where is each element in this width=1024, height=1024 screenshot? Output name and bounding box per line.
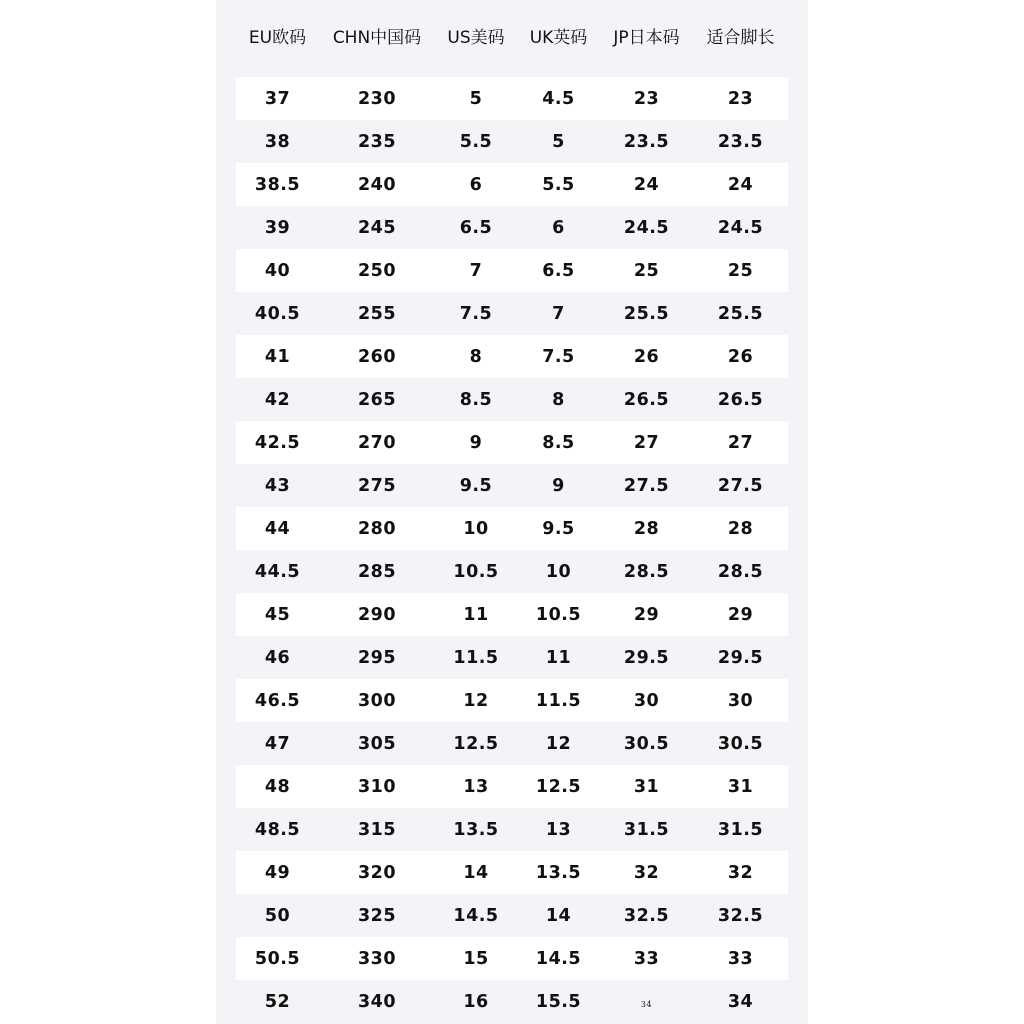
cell-chn: 320 <box>357 862 397 883</box>
cell-jp: 33 <box>633 948 660 969</box>
cell-chn: 295 <box>357 647 397 668</box>
table-row <box>236 980 788 1023</box>
cell-foot-length: 30 <box>727 690 754 711</box>
table-row <box>236 464 788 507</box>
cell-jp <box>600 992 693 1012</box>
cell-foot-length: 28.5 <box>717 561 764 582</box>
cell-eu: 40.5 <box>254 303 301 324</box>
cell-foot-length: 23 <box>727 88 754 109</box>
cell-eu: 42.5 <box>254 432 301 453</box>
table-row <box>236 593 788 636</box>
cell-chn: 280 <box>357 518 397 539</box>
cell-uk: 14.5 <box>535 948 582 969</box>
size-chart-sheet <box>216 0 808 1024</box>
cell-uk: 13.5 <box>535 862 582 883</box>
cell-us: 5.5 <box>459 131 493 152</box>
table-row <box>236 808 788 851</box>
table-row <box>236 550 788 593</box>
cell-us: 12 <box>463 690 489 711</box>
cell-eu: 50.5 <box>254 948 301 969</box>
cell-foot-length: 23.5 <box>717 131 764 152</box>
cell-us: 10.5 <box>453 561 499 582</box>
header-chn: CHN中国码 <box>332 28 422 48</box>
cell-jp: 27.5 <box>623 475 670 496</box>
cell-foot-length: 31 <box>727 776 754 797</box>
cell-jp: 23 <box>633 88 660 109</box>
cell-foot-length: 29 <box>727 604 754 625</box>
cell-us: 11.5 <box>453 647 499 668</box>
table-header <box>236 0 788 77</box>
table-row <box>236 507 788 550</box>
cell-eu: 46.5 <box>254 690 301 711</box>
cell-us: 6.5 <box>459 217 493 238</box>
cell-foot-length: 32.5 <box>717 905 764 926</box>
table-row <box>236 851 788 894</box>
cell-foot-length: 26.5 <box>717 389 764 410</box>
cell-foot-length: 30.5 <box>717 733 764 754</box>
table-row <box>236 378 788 421</box>
cell-eu: 52 <box>264 991 291 1012</box>
cell-uk: 9 <box>552 475 565 496</box>
cell-jp: 31.5 <box>623 819 670 840</box>
cell-us: 6 <box>469 174 483 195</box>
cell-us: 9.5 <box>459 475 493 496</box>
cell-eu: 43 <box>264 475 291 496</box>
cell-eu: 42 <box>264 389 291 410</box>
cell-us: 5 <box>469 88 483 109</box>
table-row <box>236 636 788 679</box>
cell-eu: 48 <box>264 776 291 797</box>
cell-jp: 24 <box>633 174 660 195</box>
cell-uk: 11 <box>545 647 572 668</box>
cell-jp: 29 <box>633 604 660 625</box>
cell-uk: 7 <box>552 303 565 324</box>
header-eu: EU欧码 <box>248 28 307 48</box>
cell-foot-length: 34 <box>727 991 754 1012</box>
cell-uk: 14 <box>545 905 572 926</box>
cell-uk: 12 <box>545 733 572 754</box>
header-foot-length: 适合脚长 <box>706 28 775 48</box>
cell-chn: 330 <box>357 948 397 969</box>
cell-foot-length: 24 <box>727 174 754 195</box>
cell-uk: 12.5 <box>535 776 582 797</box>
cell-chn: 315 <box>357 819 397 840</box>
cell-uk: 8.5 <box>542 432 575 453</box>
cell-jp-value: 34 <box>640 999 653 1009</box>
cell-us: 14.5 <box>453 905 499 926</box>
cell-uk: 4.5 <box>542 88 575 109</box>
cell-uk: 15.5 <box>535 991 582 1012</box>
cell-eu: 47 <box>264 733 291 754</box>
cell-jp: 26.5 <box>623 389 670 410</box>
cell-eu: 46 <box>264 647 291 668</box>
cell-chn: 250 <box>357 260 397 281</box>
cell-us: 8 <box>469 346 483 367</box>
cell-jp: 23.5 <box>623 131 670 152</box>
table-row <box>236 249 788 292</box>
cell-chn: 245 <box>357 217 397 238</box>
header-uk: UK英码 <box>529 28 588 48</box>
header-jp: JP日本码 <box>613 28 680 48</box>
cell-us: 13.5 <box>453 819 499 840</box>
cell-chn: 235 <box>357 131 397 152</box>
cell-uk: 10.5 <box>535 604 582 625</box>
table-row <box>236 679 788 722</box>
cell-jp: 32 <box>633 862 660 883</box>
cell-eu: 45 <box>264 604 291 625</box>
cell-jp: 27 <box>633 432 660 453</box>
cell-us: 14 <box>463 862 489 883</box>
cell-jp: 24.5 <box>623 217 670 238</box>
cell-foot-length: 28 <box>727 518 754 539</box>
table-row <box>236 163 788 206</box>
cell-us: 15 <box>463 948 489 969</box>
cell-eu: 48.5 <box>254 819 301 840</box>
cell-jp: 30 <box>633 690 660 711</box>
cell-foot-length: 27 <box>727 432 754 453</box>
header-us: US美码 <box>447 28 505 48</box>
cell-uk: 10 <box>545 561 572 582</box>
cell-jp: 29.5 <box>623 647 670 668</box>
cell-jp: 32.5 <box>623 905 670 926</box>
cell-eu: 44 <box>264 518 291 539</box>
cell-uk: 9.5 <box>542 518 575 539</box>
cell-uk: 8 <box>552 389 565 410</box>
cell-jp: 28 <box>633 518 660 539</box>
cell-jp: 30.5 <box>623 733 670 754</box>
cell-foot-length: 25.5 <box>717 303 764 324</box>
cell-us: 16 <box>463 991 489 1012</box>
cell-eu: 44.5 <box>254 561 301 582</box>
cell-chn: 270 <box>357 432 397 453</box>
cell-eu: 38 <box>264 131 291 152</box>
cell-foot-length: 33 <box>727 948 754 969</box>
cell-chn: 265 <box>357 389 397 410</box>
cell-uk: 5 <box>552 131 565 152</box>
cell-uk: 6.5 <box>542 260 575 281</box>
cell-chn: 325 <box>357 905 397 926</box>
cell-chn: 230 <box>357 88 397 109</box>
cell-uk: 11.5 <box>535 690 582 711</box>
table-row <box>236 292 788 335</box>
cell-chn: 290 <box>357 604 397 625</box>
cell-us: 7.5 <box>459 303 493 324</box>
table-row <box>236 120 788 163</box>
cell-chn: 260 <box>357 346 397 367</box>
cell-eu: 50 <box>264 905 291 926</box>
table-row <box>236 77 788 120</box>
cell-chn: 305 <box>357 733 397 754</box>
cell-us: 12.5 <box>453 733 499 754</box>
table-row <box>236 421 788 464</box>
cell-us: 13 <box>463 776 489 797</box>
cell-us: 9 <box>469 432 483 453</box>
cell-us: 10 <box>463 518 489 539</box>
table-row <box>236 765 788 808</box>
cell-eu: 37 <box>264 88 291 109</box>
cell-chn: 255 <box>357 303 397 324</box>
cell-foot-length: 29.5 <box>717 647 764 668</box>
cell-uk: 6 <box>552 217 565 238</box>
cell-us: 8.5 <box>459 389 493 410</box>
cell-uk: 7.5 <box>542 346 575 367</box>
cell-us: 11 <box>463 604 489 625</box>
cell-eu: 40 <box>264 260 291 281</box>
cell-foot-length: 24.5 <box>717 217 764 238</box>
cell-jp: 26 <box>633 346 660 367</box>
cell-chn: 340 <box>357 991 397 1012</box>
cell-chn: 285 <box>357 561 397 582</box>
cell-jp: 28.5 <box>623 561 670 582</box>
cell-jp: 25.5 <box>623 303 670 324</box>
cell-chn: 275 <box>357 475 397 496</box>
cell-us: 7 <box>469 260 483 281</box>
cell-uk: 5.5 <box>542 174 575 195</box>
cell-eu: 38.5 <box>254 174 301 195</box>
cell-foot-length: 26 <box>727 346 754 367</box>
cell-eu: 39 <box>264 217 291 238</box>
cell-jp: 25 <box>633 260 660 281</box>
cell-chn: 240 <box>357 174 397 195</box>
cell-chn: 310 <box>357 776 397 797</box>
table-row <box>236 206 788 249</box>
table-body <box>236 77 788 1023</box>
cell-eu: 49 <box>264 862 291 883</box>
table-row <box>236 937 788 980</box>
table-row <box>236 335 788 378</box>
table-row <box>236 722 788 765</box>
cell-uk: 13 <box>545 819 572 840</box>
cell-eu: 41 <box>264 346 291 367</box>
cell-foot-length: 31.5 <box>717 819 764 840</box>
cell-jp: 31 <box>633 776 660 797</box>
cell-chn: 300 <box>357 690 397 711</box>
table-row <box>236 894 788 937</box>
cell-foot-length: 32 <box>727 862 754 883</box>
cell-foot-length: 25 <box>727 260 754 281</box>
cell-foot-length: 27.5 <box>717 475 764 496</box>
